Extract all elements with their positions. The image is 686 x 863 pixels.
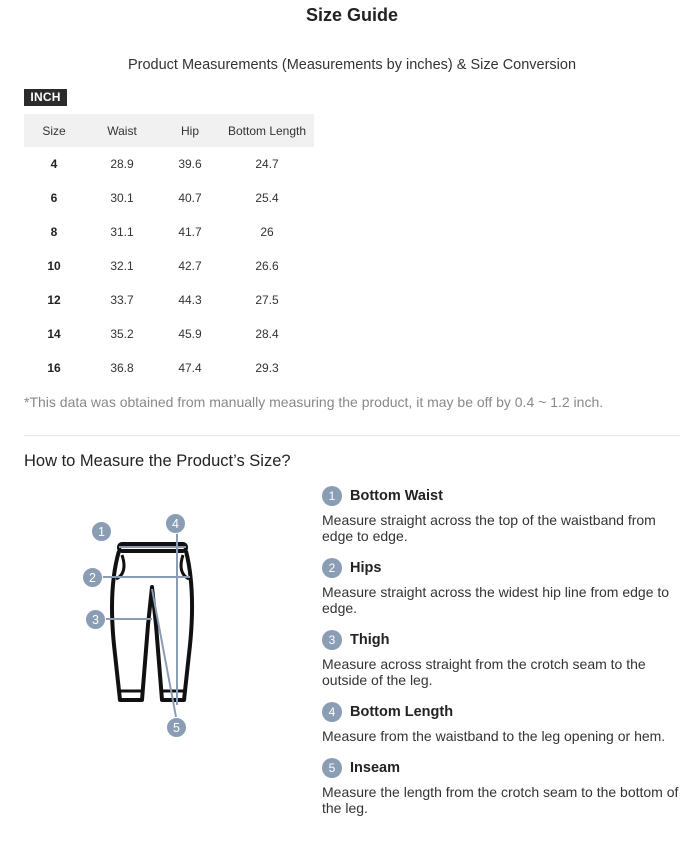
cell-waist: 28.9 bbox=[110, 157, 134, 171]
table-header-row bbox=[24, 114, 314, 147]
marker-5: 5 bbox=[166, 717, 187, 738]
marker-2: 2 bbox=[82, 567, 103, 588]
cell-bottom-length: 29.3 bbox=[255, 361, 279, 375]
step-number-badge: 2 bbox=[322, 558, 342, 578]
page-title: Size Guide bbox=[305, 5, 399, 25]
step-number-badge: 4 bbox=[322, 702, 342, 722]
table-row bbox=[24, 283, 314, 317]
cell-hip: 39.6 bbox=[178, 157, 202, 171]
marker-4: 4 bbox=[165, 513, 186, 534]
step-title: Hips bbox=[350, 560, 382, 576]
cell-hip: 42.7 bbox=[178, 259, 202, 273]
cell-size: 12 bbox=[47, 293, 61, 307]
step-thigh bbox=[322, 630, 684, 688]
cell-hip: 47.4 bbox=[178, 361, 202, 375]
step-number-badge: 5 bbox=[322, 758, 342, 778]
cell-hip: 44.3 bbox=[178, 293, 202, 307]
step-description: Measure across straight from the crotch seam to the outside of the leg. bbox=[322, 656, 646, 688]
step-bottom-length bbox=[322, 702, 684, 744]
step-bottom-waist bbox=[322, 486, 684, 544]
cell-bottom-length: 27.5 bbox=[255, 293, 279, 307]
step-title: Thigh bbox=[350, 632, 390, 648]
marker-3: 3 bbox=[85, 609, 106, 630]
section-divider bbox=[24, 435, 680, 436]
cell-waist: 32.1 bbox=[110, 259, 134, 273]
step-description: Measure the length from the crotch seam to the bottom of the leg. bbox=[322, 784, 679, 816]
step-description: Measure from the waistband to the leg opening or hem. bbox=[322, 728, 666, 744]
cell-waist: 35.2 bbox=[110, 327, 134, 341]
cell-waist: 36.8 bbox=[110, 361, 134, 375]
table-row bbox=[24, 249, 314, 283]
step-title: Bottom Length bbox=[350, 704, 454, 720]
cell-bottom-length: 24.7 bbox=[255, 157, 279, 171]
cell-size: 6 bbox=[50, 191, 58, 205]
marker-1: 1 bbox=[91, 521, 112, 542]
table-row bbox=[24, 351, 314, 385]
column-header-size: Size bbox=[24, 114, 84, 147]
cell-bottom-length: 26 bbox=[260, 225, 274, 239]
cell-size: 16 bbox=[47, 361, 61, 375]
cell-size: 10 bbox=[47, 259, 61, 273]
cell-hip: 45.9 bbox=[178, 327, 202, 341]
column-header-hip: Hip bbox=[160, 114, 220, 147]
table-row bbox=[24, 181, 314, 215]
how-to-measure-heading: How to Measure the Product’s Size? bbox=[24, 452, 291, 470]
step-title: Bottom Waist bbox=[350, 488, 443, 504]
table-row bbox=[24, 215, 314, 249]
cell-size: 14 bbox=[47, 327, 61, 341]
cell-waist: 31.1 bbox=[110, 225, 134, 239]
size-table bbox=[24, 114, 314, 385]
cell-size: 4 bbox=[50, 157, 58, 171]
column-header-waist: Waist bbox=[84, 114, 160, 147]
cell-bottom-length: 26.6 bbox=[255, 259, 279, 273]
cell-waist: 30.1 bbox=[110, 191, 134, 205]
pants-measurement-figure bbox=[76, 505, 226, 745]
step-description: Measure straight across the top of the waistband from edge to edge. bbox=[322, 512, 656, 544]
table-row bbox=[24, 317, 314, 351]
cell-bottom-length: 25.4 bbox=[255, 191, 279, 205]
column-header-bottom-length: Bottom Length bbox=[220, 114, 314, 147]
step-title: Inseam bbox=[350, 760, 400, 776]
measurement-note: *This data was obtained from manually measuring the product, it may be off by 0.4 ~ 1.2 inch. bbox=[24, 394, 604, 410]
cell-hip: 40.7 bbox=[178, 191, 202, 205]
table-row bbox=[24, 147, 314, 181]
step-hips bbox=[322, 558, 684, 616]
cell-hip: 41.7 bbox=[178, 225, 202, 239]
cell-size: 8 bbox=[50, 225, 58, 239]
step-number-badge: 1 bbox=[322, 486, 342, 506]
step-description: Measure straight across the widest hip line from edge to edge. bbox=[322, 584, 670, 616]
unit-badge: INCH bbox=[24, 89, 67, 106]
step-number-badge: 3 bbox=[322, 630, 342, 650]
measurement-steps bbox=[322, 486, 684, 830]
table-subtitle: Product Measurements (Measurements by inches) & Size Conversion bbox=[127, 57, 577, 73]
cell-waist: 33.7 bbox=[110, 293, 134, 307]
step-inseam bbox=[322, 758, 684, 816]
cell-bottom-length: 28.4 bbox=[255, 327, 279, 341]
